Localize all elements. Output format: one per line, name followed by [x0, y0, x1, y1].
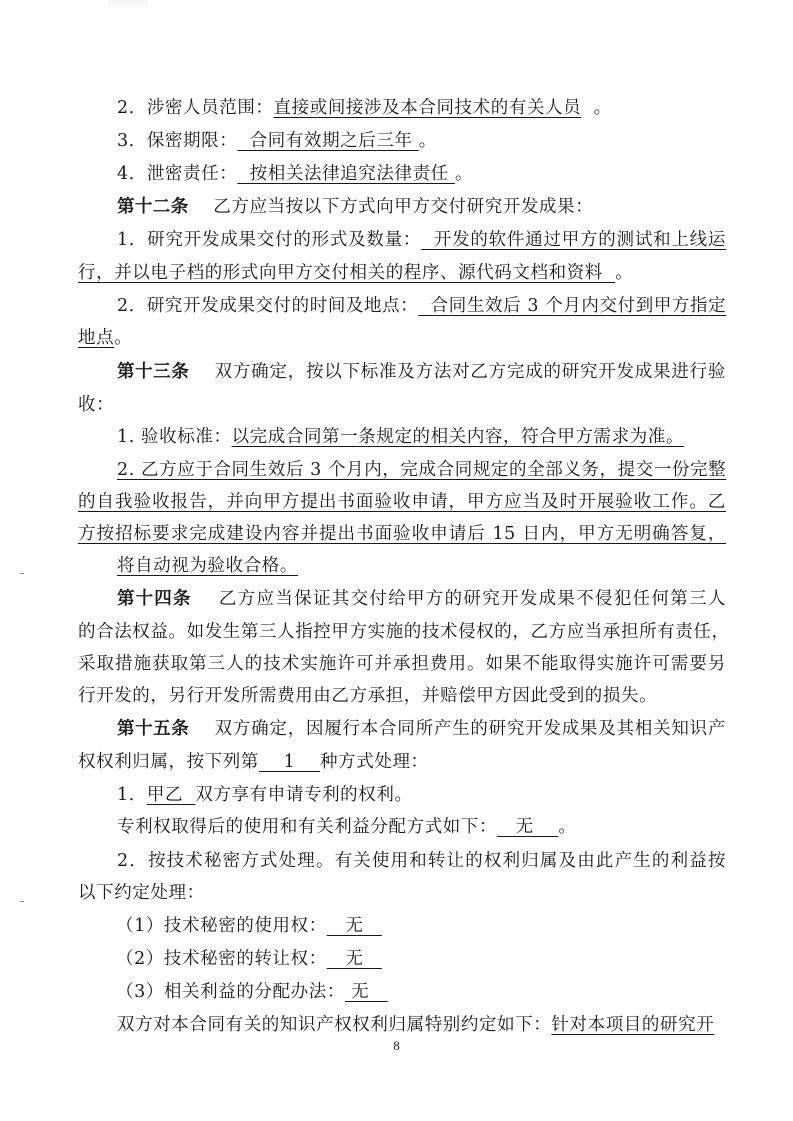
- text-line: [117, 92, 726, 124]
- scan-speck: [20, 901, 24, 902]
- text-segment: 双方确定，因履行本合同所产生的研究开发成果及其相关知识产: [189, 719, 726, 739]
- filled-field-text: 将自动视为验收合格。: [117, 556, 298, 576]
- text-line: [116, 976, 725, 1008]
- text-line: [78, 257, 726, 289]
- text-line: [117, 125, 726, 157]
- text-line: [117, 421, 726, 453]
- text-segment: 。: [558, 817, 577, 837]
- filled-field-text: 以完成合同第一条规定的相关内容，符合甲方需求为准。: [231, 427, 685, 447]
- filled-field-text: 行，并以电子档的形式向甲方交付相关的程序、源代码文档和资料: [78, 263, 616, 283]
- text-line: [78, 389, 726, 421]
- text-segment: 1．: [117, 785, 147, 805]
- text-line: [116, 943, 725, 975]
- text-segment: 双方享有申请专利的权利。: [195, 785, 413, 805]
- article-heading: 第十四条: [117, 589, 192, 609]
- text-line: [78, 680, 726, 712]
- text-segment: 。: [454, 164, 474, 184]
- text-segment: 权权利归属，按下列第: [78, 752, 259, 772]
- text-segment: 种方式处理：: [320, 752, 429, 772]
- filled-field-text: 按相关法律追究法律责任: [237, 164, 455, 184]
- scan-artifact: [108, 0, 148, 10]
- text-line: [117, 158, 726, 190]
- filled-field-text: 直接或间接涉及本合同技术的有关人员: [273, 98, 582, 118]
- text-segment: 1．研究开发成果交付的形式及数量：: [117, 230, 422, 250]
- text-segment: 双方对本合同有关的知识产权权利归属特别约定如下：: [117, 1015, 552, 1035]
- text-line: [117, 290, 726, 322]
- text-segment: 乙方应当保证其交付给甲方的研究开发成果不侵犯任何第三人: [191, 589, 726, 609]
- text-line: [116, 910, 725, 942]
- text-line: [117, 191, 726, 223]
- text-segment: 收：: [78, 395, 115, 415]
- filled-field-text: 2. 乙方应于合同生效后 3 个月内，完成合同规定的全部义务，提交一份完整: [117, 460, 727, 480]
- text-line: [117, 356, 726, 388]
- text-segment: 行开发的，另行开发所需费用由乙方承担，并赔偿甲方因此受到的损失。: [78, 686, 658, 706]
- text-segment: 以下约定处理：: [78, 883, 205, 903]
- text-line: [117, 454, 726, 486]
- text-segment: 2．涉密人员范围：: [117, 98, 274, 118]
- text-line: [117, 811, 726, 843]
- filled-field-text: 无: [344, 982, 388, 1002]
- text-line: [117, 1009, 726, 1041]
- text-segment: 乙方应当按以下方式向甲方交付研究开发成果：: [188, 197, 594, 217]
- text-segment: 采取措施获取第三人的技术实施许可并承担费用。如果不能取得实施许可需要另: [78, 654, 726, 674]
- text-segment: 2．按技术秘密方式处理。有关使用和转让的权利归属及由此产生的利益按: [117, 851, 726, 871]
- text-segment: 2．研究开发成果交付的时间及地点：: [117, 296, 419, 316]
- text-line: [117, 583, 726, 615]
- filled-field-text: 开发的软件通过甲方的测试和上线运: [421, 230, 726, 250]
- filled-field-text: 无: [326, 916, 382, 936]
- text-line: [117, 224, 726, 256]
- text-segment: （1）技术秘密的使用权：: [116, 916, 327, 936]
- text-segment: 。: [581, 98, 612, 118]
- text-line: [78, 648, 726, 680]
- text-line: [78, 616, 730, 648]
- text-segment: 。: [418, 131, 437, 151]
- filled-field-text: 方按招标要求完成建设内容并提出书面验收申请后 15 日内，甲方无明确答复，: [78, 524, 726, 544]
- text-line: [117, 779, 726, 811]
- text-line: [117, 845, 726, 877]
- text-segment: 1. 验收标准：: [117, 427, 232, 447]
- text-segment: 。: [615, 263, 634, 283]
- text-segment: （3）相关利益的分配办法：: [116, 982, 345, 1002]
- text-segment: 3．保密期限：: [117, 131, 238, 151]
- text-segment: （2）技术秘密的转让权：: [116, 949, 327, 969]
- filled-field-text: 1: [259, 752, 321, 772]
- filled-field-text: 针对本项目的研究开: [551, 1015, 715, 1035]
- text-line: [78, 486, 726, 518]
- text-segment: 4．泄密责任：: [117, 164, 238, 184]
- article-heading: 第十五条: [117, 719, 190, 739]
- filled-field-text: 甲乙: [146, 785, 196, 805]
- page-number: 8: [393, 1038, 400, 1053]
- filled-field-text: 无: [497, 817, 559, 837]
- article-heading: 第十二条: [117, 197, 189, 217]
- text-line: [78, 746, 726, 778]
- text-segment: 专利权取得后的使用和有关利益分配方式如下：: [117, 817, 498, 837]
- scan-speck: [20, 573, 24, 574]
- text-segment: 。: [114, 328, 133, 348]
- text-line: [78, 877, 726, 909]
- filled-field-text: 合同生效后 3 个月内交付到甲方指定: [418, 296, 727, 316]
- text-line: [117, 713, 726, 745]
- filled-field-text: 的自我验收报告，并向甲方提出书面验收申请，甲方应当及时开展验收工作。乙: [78, 492, 726, 512]
- filled-field-text: 地点: [78, 328, 115, 348]
- text-line: [78, 518, 726, 550]
- text-segment: 的合法权益。如发生第三人指控甲方实施的技术侵权的，乙方应当承担所有责任，: [78, 622, 730, 642]
- article-heading: 第十三条: [117, 362, 190, 382]
- text-segment: 双方确定，按以下标准及方法对乙方完成的研究开发成果进行验: [189, 362, 726, 382]
- text-line: [117, 550, 726, 582]
- filled-field-text: 合同有效期之后三年: [237, 131, 419, 151]
- filled-field-text: 无: [326, 949, 382, 969]
- text-line: [78, 322, 726, 354]
